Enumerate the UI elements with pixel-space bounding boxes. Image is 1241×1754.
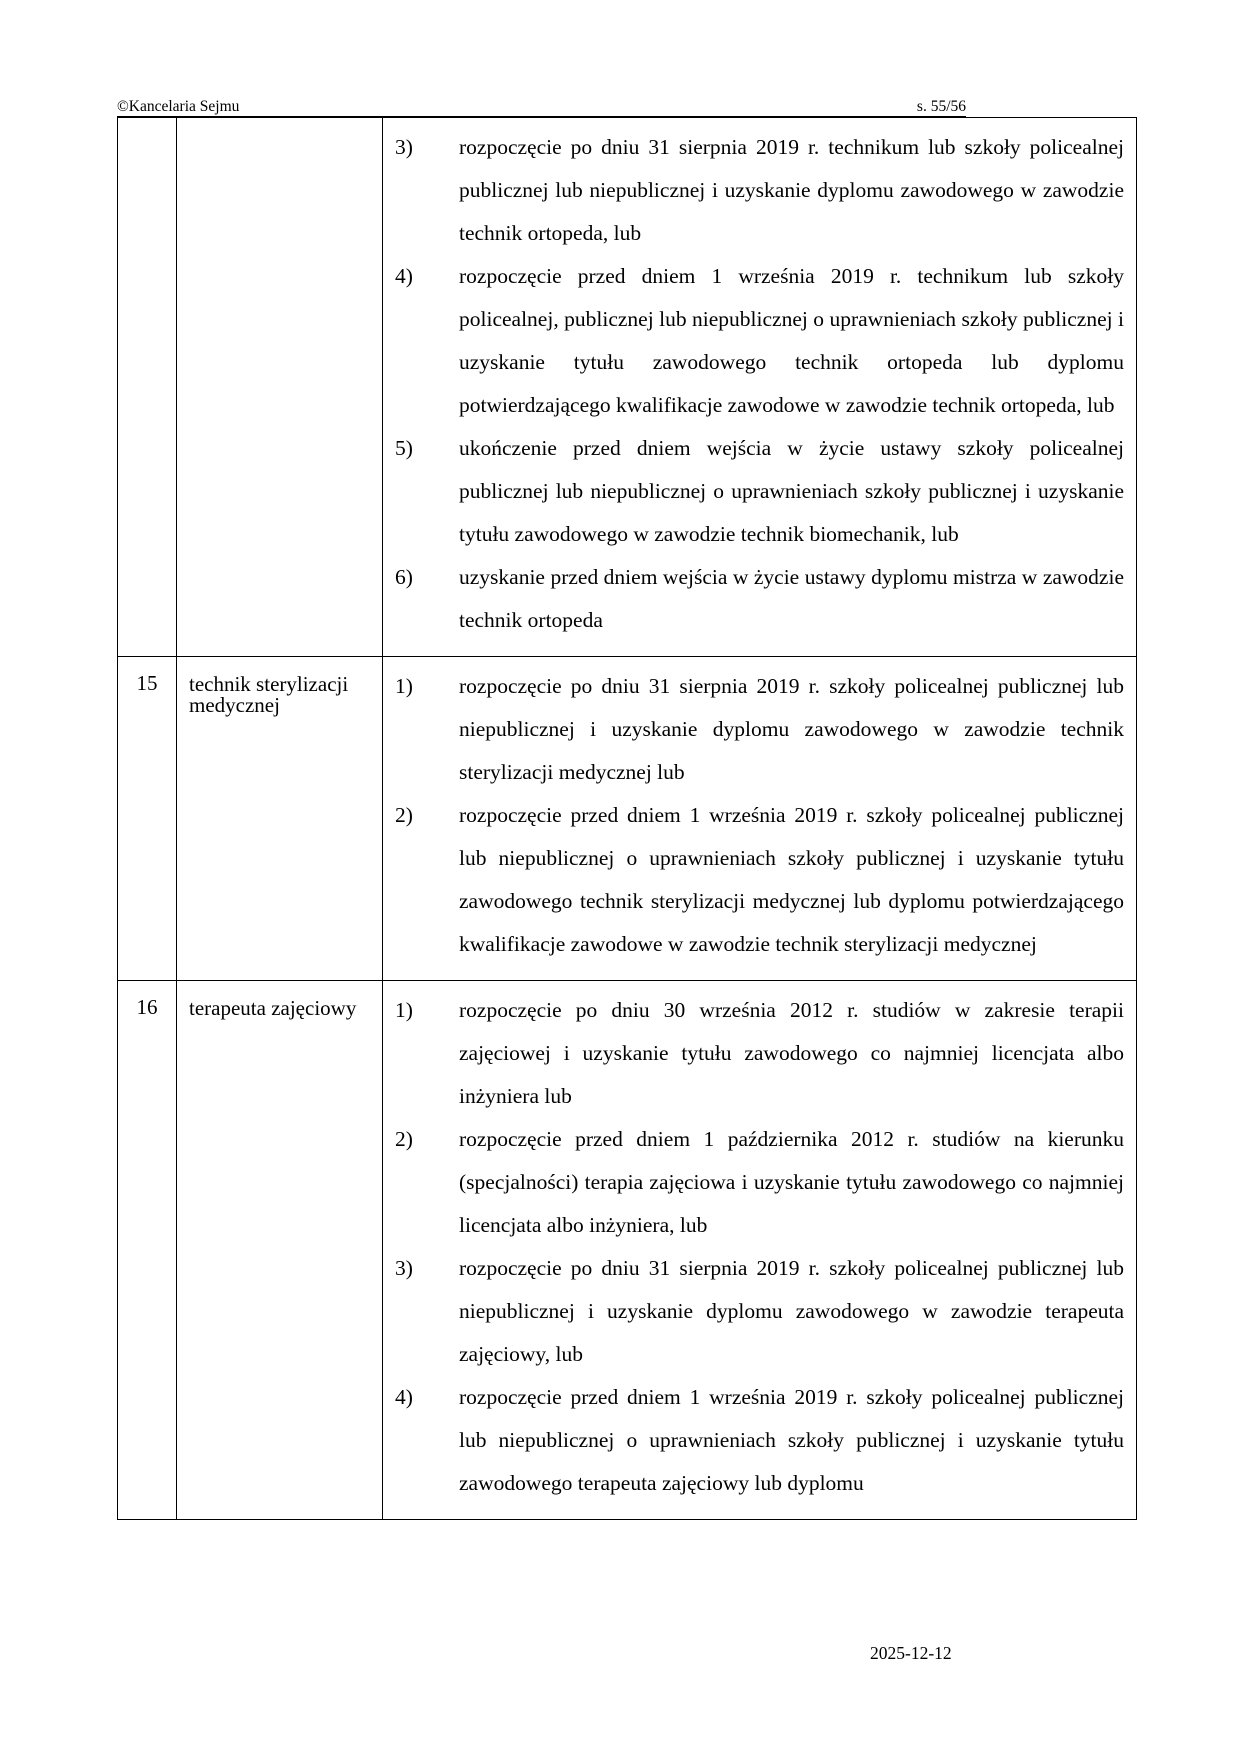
requirement-item [395, 255, 1124, 427]
item-text: ukończenie przed dniem wejścia w życie ustawy szkoły policealnej publicznej lub niepublicznej o uprawnieniach szkoły publicznej i uzyskanie tytułu zawodowego w zawodzie technik biomechanik, lub [459, 436, 1124, 546]
item-marker: 2) [395, 1127, 413, 1151]
table-row [118, 981, 1137, 1520]
item-text: rozpoczęcie przed dniem 1 września 2019 r. szkoły policealnej publicznej lub niepublicznej o uprawnieniach szkoły publicznej i uzyskanie tytułu zawodowego technik sterylizacji medycznej lub dyplomu potwierdzającego kwalifikacje zawodowe w zawodzie technik sterylizacji medycznej [459, 803, 1124, 956]
requirements-cell [383, 118, 1137, 657]
requirement-item [395, 794, 1124, 966]
row-number: 16 [118, 981, 177, 1520]
requirement-item [395, 1118, 1124, 1247]
document-date: 2025-12-12 [870, 1643, 952, 1663]
item-marker: 5) [395, 436, 413, 460]
row-number [118, 118, 177, 657]
item-marker: 4) [395, 264, 413, 288]
item-marker: 1) [395, 998, 413, 1022]
item-text: rozpoczęcie po dniu 31 sierpnia 2019 r. szkoły policealnej publicznej lub niepublicznej i uzyskanie dyplomu zawodowego w zawodzie terapeuta zajęciowy, lub [459, 1256, 1124, 1366]
item-marker: 1) [395, 674, 413, 698]
table-row [118, 118, 1137, 657]
requirement-item [395, 126, 1124, 255]
requirement-item [395, 556, 1124, 642]
requirements-cell [383, 981, 1137, 1520]
item-marker: 4) [395, 1385, 413, 1409]
page-header [117, 97, 966, 117]
item-marker: 6) [395, 565, 413, 589]
profession-name: terapeuta zajęciowy [177, 981, 383, 1520]
item-marker: 2) [395, 803, 413, 827]
profession-name [177, 118, 383, 657]
item-marker: 3) [395, 1256, 413, 1280]
qualifications-table [117, 117, 1137, 1520]
requirement-item [395, 989, 1124, 1118]
item-text: uzyskanie przed dniem wejścia w życie ustawy dyplomu mistrza w zawodzie technik ortopeda [459, 565, 1124, 632]
item-text: rozpoczęcie po dniu 30 września 2012 r. studiów w zakresie terapii zajęciowej i uzyskanie tytułu zawodowego co najmniej licencjata albo inżyniera lub [459, 998, 1124, 1108]
item-text: rozpoczęcie przed dniem 1 października 2012 r. studiów na kierunku (specjalności) terapia zajęciowa i uzyskanie tytułu zawodowego co najmniej licencjata albo inżyniera, lub [459, 1127, 1124, 1237]
requirement-item [395, 1376, 1124, 1505]
header-page-number: s. 55/56 [916, 98, 966, 115]
requirement-item [395, 427, 1124, 556]
item-text: rozpoczęcie po dniu 31 sierpnia 2019 r. technikum lub szkoły policealnej publicznej lub niepublicznej i uzyskanie dyplomu zawodowego w zawodzie technik ortopeda, lub [459, 135, 1124, 245]
item-text: rozpoczęcie przed dniem 1 września 2019 r. szkoły policealnej publicznej lub niepublicznej o uprawnieniach szkoły publicznej i uzyskanie tytułu zawodowego terapeuta zajęciowy lub dyplomu [459, 1385, 1124, 1495]
requirement-item [395, 1247, 1124, 1376]
profession-name: technik sterylizacji medycznej [177, 657, 383, 981]
row-number: 15 [118, 657, 177, 981]
item-text: rozpoczęcie po dniu 31 sierpnia 2019 r. szkoły policealnej publicznej lub niepublicznej i uzyskanie dyplomu zawodowego w zawodzie technik sterylizacji medycznej lub [459, 674, 1124, 784]
requirements-cell [383, 657, 1137, 981]
item-text: rozpoczęcie przed dniem 1 września 2019 r. technikum lub szkoły policealnej, publicznej lub niepublicznej o uprawnieniach szkoły publicznej i uzyskanie tytułu zawodowego technik ortopeda lub dyplomu potwierdzającego kwalifikacje zawodowe w zawodzie technik ortopeda, lub [459, 264, 1124, 417]
table-row [118, 657, 1137, 981]
item-marker: 3) [395, 135, 413, 159]
header-publisher: ©Kancelaria Sejmu [117, 98, 240, 115]
requirement-item [395, 665, 1124, 794]
